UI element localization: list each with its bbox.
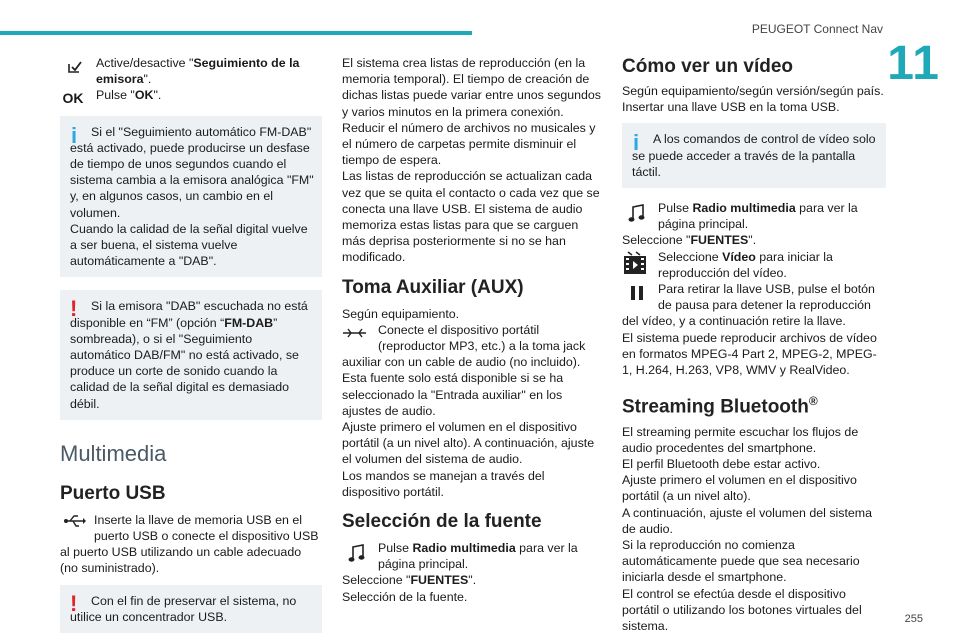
video-film-icon <box>622 249 658 279</box>
column-middle: El sistema crea listas de reproducción (en la memoria temporal). El tiempo de creación de dichas listas puede variar entre unos segundos y varios minutos en la primera conexión. Reducir el número de archivos no musicales y el número de carpetas permite disminuir el tiempo de espera. Las listas de reproducción se actualizan cada vez que se quita el contacto o cada vez que se conecta una llave USB. El sistema de audio memoriza estas listas para que se carguen más deprisa posteriormente si no se han modificado. Toma Auxiliar (AUX) Según equipamiento. Conecte el dispositivo portátil (reproductor MP3, etc.) a la toma jack auxiliar con un cable de audio (no incluido). Esta fuente solo está disponible si se ha seleccionado la "Entrada auxiliar" en los ajustes de audio. Ajuste primero el volumen en el dispositivo portátil (a un nivel alto). A continuación, ajuste el volumen del sistema de audio. Los mandos se manejan a través del dispositivo portátil. Selección de la fuente Pulse Radio multimedia para ver la página principal. Seleccione "FUENTES". Selección de la fuente. <box>342 55 604 605</box>
info-box-tracking: i Si el "Seguimiento automático FM-DAB" está activado, puede producirse un desfase de tiempo de unos segundos cuando el sistema cambia a la emisora analógica "FM" y, en algunos casos, un cambio en el volumen. Cuando la calidad de la señal digital vuelve a ser buena, el sistema vuelve automáticamente a "DAB". <box>60 116 322 278</box>
usb-icon <box>60 512 94 534</box>
usb-paragraph: Inserte la llave de memoria USB en el puerto USB o conecte el dispositivo USB al puerto USB utilizando un cable adecuado (no suministrado). <box>60 512 319 576</box>
music-note-icon <box>622 200 658 224</box>
source-step-radio: Pulse Radio multimedia para ver la página principal. <box>342 540 604 572</box>
step-text: Pulse "OK". <box>96 88 162 103</box>
heading-source-selection: Selección de la fuente <box>342 511 542 533</box>
heading-usb-port: Puerto USB <box>60 482 166 504</box>
warning-box-dab: ! Si la emisora "DAB" escuchada no está disponible en “FM” (opción “FM-DAB” sombreada), o si el "Seguimiento automático DAB/FM" no está activado, se produce un corte de sonido cuando la calidad de la señal digital es demasiado débil. <box>60 290 322 419</box>
video-step-radio: Pulse Radio multimedia para ver la página principal. <box>622 200 886 232</box>
header-accent-bar <box>0 31 472 35</box>
jack-icon <box>342 322 378 342</box>
chapter-number: 11 <box>887 37 940 90</box>
heading-aux: Toma Auxiliar (AUX) <box>342 276 524 298</box>
warning-icon: ! <box>70 590 78 616</box>
info-icon: i <box>633 130 640 156</box>
step-toggle-tracking <box>60 55 322 87</box>
video-step-remove: Para retirar la llave USB, pulse el botón de pausa para detener la reproducción del vídeo, y a continuación retire la llave. <box>622 282 875 329</box>
pause-icon <box>622 281 658 303</box>
step-press-ok <box>60 87 322 107</box>
ok-icon: OK <box>62 90 84 107</box>
info-icon: i <box>71 122 78 148</box>
video-step-select: Seleccione Vídeo para iniciar la reproducción del vídeo. <box>622 249 886 281</box>
heading-watch-video: Cómo ver un vídeo <box>622 56 794 77</box>
column-left <box>60 55 322 633</box>
warning-box-usb-hub: ! Con el fin de preservar el sistema, no utilice un concentrador USB. <box>60 585 322 633</box>
section-title-multimedia: Multimedia <box>60 440 167 466</box>
aux-connect-paragraph: Conecte el dispositivo portátil (reproductor MP3, etc.) a la toma jack auxiliar con un cable de audio (no incluido). <box>342 322 586 370</box>
warning-icon: ! <box>70 296 78 322</box>
heading-bluetooth-streaming: Streaming Bluetooth® <box>622 394 818 418</box>
checkbox-icon <box>62 60 88 77</box>
info-box-video-controls: i A los comandos de control de vídeo solo se puede acceder a través de la pantalla táctil. <box>622 123 886 188</box>
page-number: 255 <box>904 613 923 625</box>
music-note-icon <box>342 540 378 564</box>
running-header-title: PEUGEOT Connect Nav <box>751 22 883 36</box>
column-right: Cómo ver un vídeo Según equipamiento/según versión/según país. Insertar una llave USB en la toma USB. i A los comandos de control de vídeo solo se puede acceder a través de la pantalla táctil. Pulse Radio multimedia para ver la página principal. Seleccione "FUENTES". Seleccione Vídeo para iniciar la reproducción del vídeo. Para retirar la llave USB, pulse el botón de pausa para detener la reproducción del vídeo, y a continuación retire la llave. El sistema puede reproducir archivos de vídeo en formatos MPEG-4 Part 2, MPEG-2, MPEG-1, H.264, H.263, VP8, WMV y RealVideo. Streaming Bluetooth® El streaming permite escuchar los flujos de audio procedentes del smartphone. El perfil Bluetooth debe estar activo. Ajuste primero el volumen en el dispositivo portátil (a un nivel alto). A continuación, ajuste el volumen del sistema de audio. Si la reproducción no comienza automáticamente puede que sea necesario iniciarla desde el smartphone. El control se efectúa desde el dispositivo portátil o utilizando los botones virtuales del sistema. <box>622 55 886 634</box>
step-text: Active/desactive "Seguimiento de la emisora". <box>96 56 300 87</box>
